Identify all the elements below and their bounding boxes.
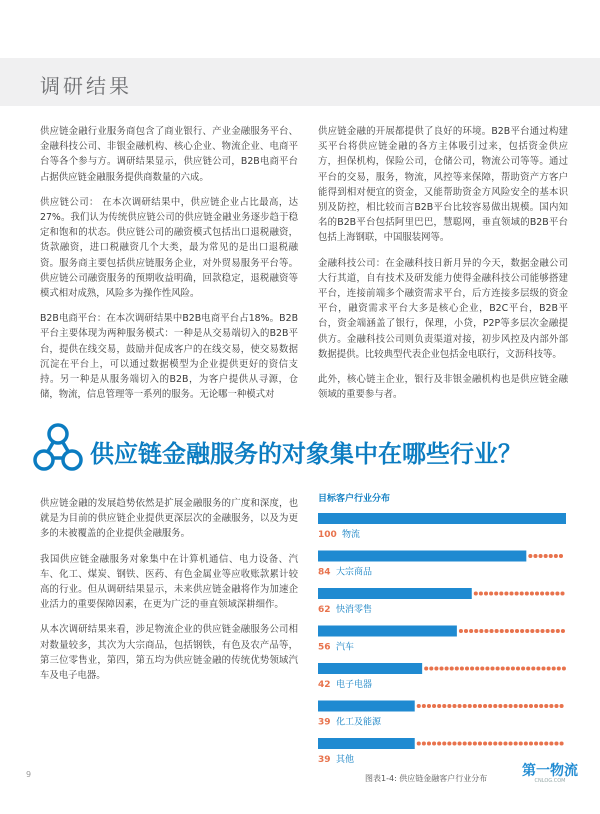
bar-category-label: 化工及能源 bbox=[336, 717, 382, 728]
bar-value-label: 84 bbox=[318, 567, 331, 578]
bar bbox=[318, 738, 415, 749]
heading-title: 供应链金融服务的对象集中在哪些行业？ bbox=[90, 440, 522, 468]
section-heading bbox=[28, 420, 588, 480]
bar bbox=[318, 626, 457, 637]
bar-category-label: 快消零售 bbox=[336, 605, 373, 615]
bar-value-label: 56 bbox=[318, 642, 331, 653]
logo-subtext: CNLOG.COM bbox=[534, 778, 566, 784]
bar bbox=[318, 701, 415, 712]
right-column bbox=[318, 124, 568, 412]
paragraph: 金融科技公司：在金融科技日新月异的今天，数据金融公司大行其道，自有技术及研发能力使得金融科技公司能够搭建平台，连接前端多个融资需求平台，后方连接多层级的资金平台，融资需求平台大多是核心企业，B2C平台，B2B平台，资金端涵盖了银行，保理，小贷，P2P等多层次金融提供方。金融科技公司则负责渠道对接，初步风控及内部外部数据提供。比较典型代表企业包括金电联行，文沥科技等。 bbox=[318, 257, 568, 360]
bar-value-label: 100 bbox=[318, 530, 337, 540]
paragraph: 供应链金融的发展趋势依然是扩展金融服务的广度和深度，也就是为目前的供应链企业提供更深层次的金融服务，以及为更多的未被覆盖的企业提供金融服务。 bbox=[40, 498, 298, 540]
page-number: 9 bbox=[26, 770, 32, 779]
chart-title: 目标客户行业分布 bbox=[318, 494, 391, 504]
paragraph: 此外，核心链主企业，银行及非银金融机构也是供应链金融领域的重要参与者。 bbox=[318, 374, 568, 401]
paragraph: 从本次调研结果来看，涉足物流企业的供应链金融服务公司相对数量较多，其次为大宗商品，包括钢铁，有色及农产品等，第三位零售业，第四，第五均为供应链金融的传统优势领域汽车及电子电器。 bbox=[40, 624, 298, 682]
logo bbox=[508, 758, 592, 788]
bar-category-label: 电子电器 bbox=[336, 680, 373, 690]
paragraph: B2B电商平台：在本次调研结果中B2B电商平台占18%。B2B平台主要体现为两种服务模式：一种是从交易端切入的B2B平台，提供在线交易，鼓励并促成客户的在线交易，使交易数据沉淀在平台上，可以通过数据模型为企业提供更好的资信支持。另一种是从服务端切入的B2B，为客户提供从寻源，仓储，物流，信息管理等一系列的服务。无论哪一种模式对 bbox=[40, 313, 298, 401]
paragraph: 我国供应链金融服务对象集中在计算机通信、电力设备、汽车、化工、煤炭、钢铁、医药、有色金属业等应收账款累计较高的行业。但从调研结果显示，未来供应链金融将作为加速企业活力的重要保障因素，在更为广泛的垂直领域深耕细作。 bbox=[40, 553, 298, 611]
bar-chart bbox=[310, 503, 575, 765]
bar-value-label: 39 bbox=[318, 755, 331, 765]
logo-text: 第一物流 bbox=[522, 763, 578, 779]
bar bbox=[318, 513, 566, 524]
bar-value-label: 62 bbox=[318, 605, 331, 615]
bar-category-label: 大宗商品 bbox=[336, 567, 373, 578]
bar-category-label: 物流 bbox=[342, 530, 361, 540]
section-title: 调研结果 bbox=[40, 74, 132, 98]
bar-value-label: 39 bbox=[318, 717, 331, 728]
bar bbox=[318, 551, 526, 562]
paragraph: 供应链金融行业服务商包含了商业银行、产业金融服务平台、金融科技公司、非银金融机构、核心企业、物流企业、电商平台等各个参与方。调研结果显示，供应链公司，B2B电商平台占据供应链金融服务提供商数量的六成。 bbox=[40, 126, 298, 183]
chart-caption: 图表1-4: 供应链金融客户行业分布 bbox=[365, 774, 488, 783]
bar-value-label: 42 bbox=[318, 680, 331, 690]
lower-left-column bbox=[40, 496, 298, 693]
bar-category-label: 汽车 bbox=[336, 642, 355, 653]
bar bbox=[318, 663, 422, 674]
paragraph: 供应链公司： 在本次调研结果中，供应链企业占比最高，达27%。我们认为传统供应链公司的供应链金融业务逐步趋于稳定和饱和的状态。供应链公司的融资模式包括出口退税融资，货款融资，进口税融资几个大类，最为常见的是出口退税融资。服务商主要包括供应链服务企业，对外贸易服务平台等。供应链公司融资服务的预期收益明确，回款稳定，退税融资等模式相对成熟，风险多为操作性风险。 bbox=[40, 196, 298, 300]
left-column bbox=[40, 124, 298, 412]
bar-category-label: 其他 bbox=[336, 755, 355, 765]
network-icon bbox=[28, 420, 88, 480]
bar bbox=[318, 588, 472, 599]
paragraph: 供应链金融的开展都提供了良好的环境。B2B平台通过构建买平台将供应链金融的各方主体吸引过来，包括资金供应方，担保机构，保险公司，仓储公司，物流公司等等。通过平台的交易，服务，物流，风控等来保障，帮助资产方客户能得到相对便宜的资金，又能帮助资金方风险安全的基本识别及防控，相比较而言B2B平台比较容易做出规模。国内知名的B2B平台包括阿里巴巴，慧聪网，垂直领域的B2B平台包括上海钢联，中国服装网等。 bbox=[318, 126, 568, 244]
